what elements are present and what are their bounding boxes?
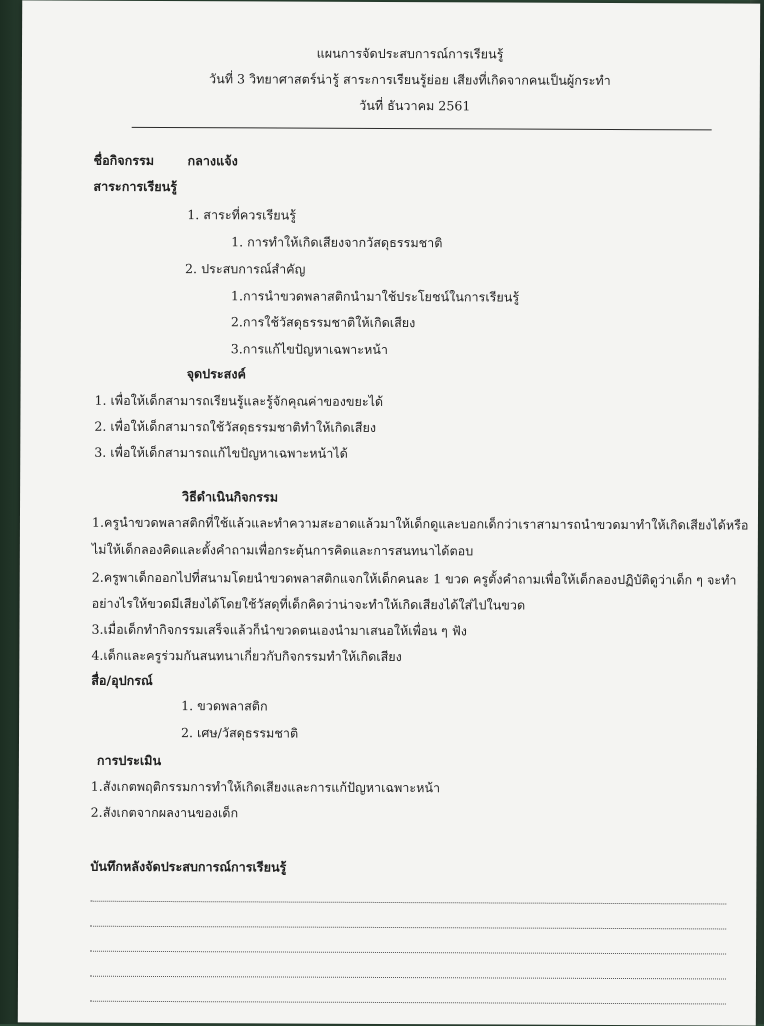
content-heading: สาระการเรียนรู้ bbox=[93, 178, 178, 195]
activity-label: ชื่อกิจกรรม bbox=[93, 152, 155, 168]
notes-line-3 bbox=[90, 951, 726, 955]
evaluation-heading: การประเมิน bbox=[96, 752, 162, 769]
procedure-line-2: ไม่ให้เด็กลองคิดและตั้งคำถามเพื่อกระตุ้นการคิดและการสนทนาได้ตอบ bbox=[91, 541, 474, 559]
notes-line-5 bbox=[90, 1001, 726, 1005]
content-item-1-sub: 1. การทำให้เกิดเสียงจากวัสดุธรรมชาติ bbox=[231, 234, 443, 251]
procedure-heading: วิธีดำเนินกิจกรรม bbox=[182, 489, 279, 505]
content-item-1: 1. สาระที่ควรเรียนรู้ bbox=[187, 207, 297, 223]
procedure-line-4: อย่างไรให้ขวดมีเสียงได้โดยใช้วัสดุที่เด็กคิดว่าน่าจะทำให้เกิดเสียงได้ใส่ไปในขวด bbox=[91, 595, 526, 613]
header-divider bbox=[132, 127, 712, 131]
experience-item-3: 3.การแก้ไขปัญหาเฉพาะหน้า bbox=[230, 341, 389, 357]
evaluation-item-1: 1.สังเกตพฤติกรรมการทำให้เกิดเสียงและการแก้ปัญหาเฉพาะหน้า bbox=[90, 778, 441, 796]
notes-line-2 bbox=[90, 926, 726, 930]
procedure-line-1: 1.ครูนำขวดพลาสติกที่ใช้แล้วและทำความสะอาดแล้วมาให้เด็กดูและบอกเด็กว่าเราสามารถนำขวดมาทำให้เกิดเสียงได้หรือ bbox=[91, 514, 749, 533]
procedure-line-3: 2.ครูพาเด็กออกไปที่สนามโดยนำขวดพลาสติกแจกให้เด็กคนละ 1 ขวด ครูตั้งคำถามเพื่อให้เด็กลองปฏิบัติดูว่าเด็ก ๆ จะทำ bbox=[91, 569, 737, 588]
procedure-line-5: 3.เมื่อเด็กทำกิจกรรมเสร็จแล้วก็นำขวดตนเองนำมาเสนอให้เพื่อน ๆ ฟัง bbox=[91, 621, 467, 639]
activity-value: กลางแจ้ง bbox=[187, 153, 238, 169]
document-title: แผนการจัดประสบการณ์การเรียนรู้ bbox=[316, 45, 504, 62]
objective-item-1: 1. เพื่อให้เด็กสามารถเรียนรู้และรู้จักคุณค่าของขยะได้ bbox=[94, 392, 384, 409]
material-item-1: 1. ขวดพลาสติก bbox=[181, 698, 268, 714]
notes-line-1 bbox=[90, 901, 726, 905]
day-topic-line: วันที่ 3 วิทยาศาสตร์น่ารู้ สาระการเรียนรู้ย่อย เสียงที่เกิดจากคนเป็นผู้กระทำ bbox=[209, 71, 611, 88]
notes-heading: บันทึกหลังจัดประสบการณ์การเรียนรู้ bbox=[90, 858, 287, 875]
notes-line-4 bbox=[90, 976, 726, 980]
materials-heading: สื่อ/อุปกรณ์ bbox=[91, 672, 153, 688]
evaluation-item-2: 2.สังเกตจากผลงานของเด็ก bbox=[90, 804, 239, 821]
material-item-2: 2. เศษ/วัสดุธรรมชาติ bbox=[181, 725, 299, 741]
date-line: วันที่ ธันวาคม 2561 bbox=[359, 97, 471, 114]
objective-item-2: 2. เพื่อให้เด็กสามารถใช้วัสดุธรรมชาติทำให้เกิดเสียง bbox=[94, 418, 377, 435]
document-page bbox=[18, 0, 760, 1025]
experience-item-1: 1.การนำขวดพลาสติกนำมาใช้ประโยชน์ในการเรียนรู้ bbox=[230, 288, 520, 305]
procedure-line-6: 4.เด็กและครูร่วมกันสนทนาเกี่ยวกับกิจกรรมทำให้เกิดเสียง bbox=[91, 647, 402, 665]
objective-item-3: 3. เพื่อให้เด็กสามารถแก้ไขปัญหาเฉพาะหน้าได้ bbox=[94, 444, 348, 461]
content-item-2: 2. ประสบการณ์สำคัญ bbox=[185, 261, 306, 277]
experience-item-2: 2.การใช้วัสดุธรรมชาติให้เกิดเสียง bbox=[230, 314, 416, 331]
objectives-heading: จุดประสงค์ bbox=[186, 366, 246, 382]
